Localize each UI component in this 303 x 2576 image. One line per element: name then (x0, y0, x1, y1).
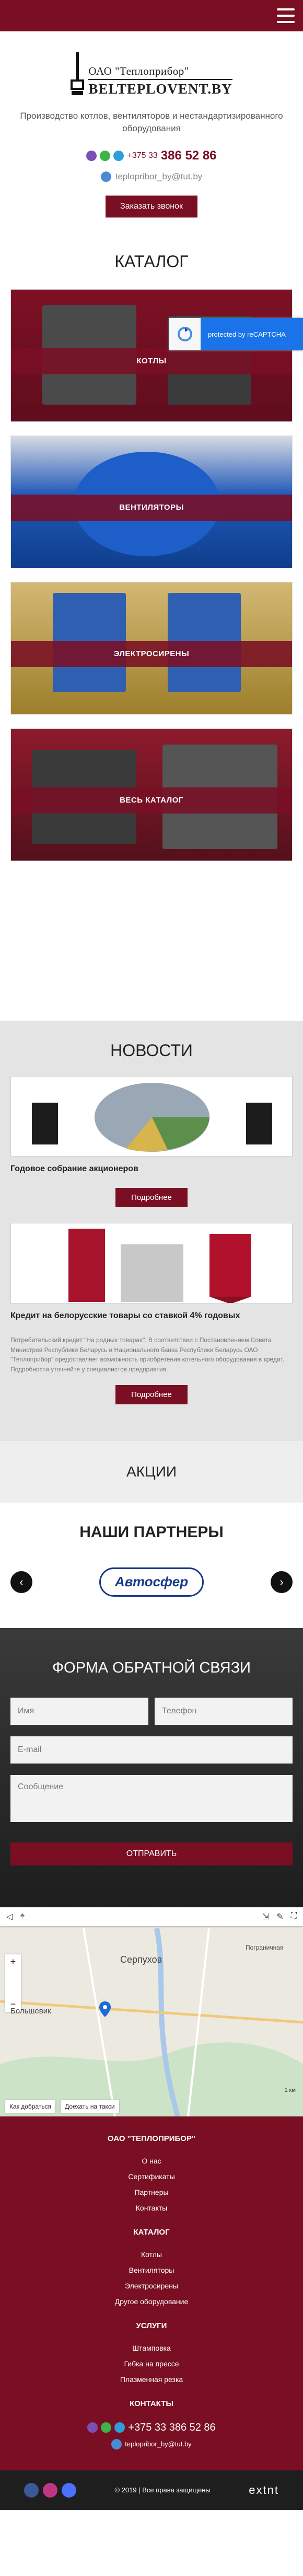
map-place-label: Большевик (10, 2006, 51, 2016)
zoom-in-button[interactable]: + (10, 1956, 16, 1967)
footer-link[interactable]: Электросирены (124, 2281, 178, 2290)
news-image[interactable] (10, 1076, 293, 1157)
menu-icon[interactable] (277, 8, 295, 23)
footer-link[interactable]: Контакты (135, 2203, 168, 2212)
footer-link[interactable]: Вентиляторы (129, 2265, 174, 2274)
catalog-card-fans[interactable] (10, 436, 293, 568)
actions-title: АКЦИИ (126, 1463, 177, 1480)
instagram-icon[interactable] (43, 2483, 57, 2498)
partners-section (0, 1503, 303, 1628)
map-place-label: Пограничная (246, 1943, 284, 1951)
catalog-card-sirens[interactable] (10, 582, 293, 715)
footer-email[interactable]: teplopribor_by@tut.by (125, 2440, 192, 2448)
header (0, 31, 303, 233)
footer-link[interactable]: Партнеры (134, 2188, 169, 2196)
footer-link[interactable]: Гибка на прессе (124, 2359, 179, 2368)
map-city-label: Серпухов (120, 1954, 162, 1965)
news-title: НОВОСТИ (110, 1040, 193, 1060)
map[interactable] (0, 1907, 303, 2116)
partners-title: НАШИ ПАРТНЕРЫ (79, 1523, 224, 1541)
email-row (10, 171, 293, 182)
zoom-out-button[interactable]: − (10, 1998, 16, 2009)
footer-company-title: ОАО "ТЕПЛОПРИБОР" (107, 2134, 196, 2143)
footer-link[interactable]: Котлы (141, 2250, 162, 2259)
partners-prev-button[interactable]: ‹ (10, 1571, 32, 1593)
map-tool-target-icon[interactable]: ⌖ (20, 1911, 25, 1920)
logo[interactable] (71, 52, 232, 96)
feedback-title: ФОРМА ОБРАТНОЙ СВЯЗИ (52, 1659, 251, 1676)
viber-icon[interactable] (86, 151, 97, 161)
bottom-bar (0, 2470, 303, 2510)
whatsapp-icon[interactable] (101, 2422, 111, 2433)
footer (0, 2116, 303, 2470)
catalog-card-label: ЭЛЕКТРОСИРЕНЫ (11, 641, 292, 667)
map-footer (0, 2097, 303, 2116)
feedback-section (0, 1628, 303, 1907)
partners-next-button[interactable]: › (271, 1571, 293, 1593)
footer-phone[interactable]: +375 33 386 52 86 (128, 2421, 216, 2433)
map-tool-fullscreen-icon[interactable]: ⛶ (290, 1911, 297, 1920)
logo-mark-icon (71, 52, 85, 96)
map-tool-layers-icon[interactable]: ⇲ (262, 1912, 270, 1921)
news-more-button[interactable]: Подробнее (115, 1188, 188, 1207)
mail-icon (101, 171, 111, 182)
email-link[interactable]: teplopribor_by@tut.by (115, 171, 203, 181)
email-field[interactable] (10, 1736, 293, 1764)
footer-contacts-title: КОНТАКТЫ (129, 2399, 174, 2408)
whatsapp-icon[interactable] (100, 151, 110, 161)
recaptcha-text: protected by reCAPTCHA (208, 330, 286, 338)
partner-logo[interactable]: Автосфер (99, 1567, 204, 1597)
footer-link[interactable]: Другое оборудование (114, 2297, 189, 2306)
catalog-card-label: ВЕСЬ КАТАЛОГ (11, 787, 292, 814)
footer-link[interactable]: О нас (142, 2156, 161, 2165)
news-item-title[interactable]: Годовое собрание акционеров (10, 1164, 138, 1173)
actions-section (0, 1441, 303, 1503)
map-route-button[interactable]: Как добраться (5, 2100, 55, 2113)
submit-button[interactable]: ОТПРАВИТЬ (10, 1842, 293, 1865)
footer-link[interactable]: Сертификаты (128, 2172, 175, 2181)
facebook-icon[interactable] (24, 2483, 39, 2498)
catalog-card-boilers[interactable] (10, 289, 293, 422)
logo-top-text: ОАО "Теплоприбор" (88, 65, 189, 77)
footer-catalog-title: КАТАЛОГ (133, 2227, 170, 2237)
copyright: © 2019 | Все права защищены (114, 2486, 211, 2494)
news-item-text: Потребительский кредит "На родных товарах". В соответствии с Постановлением Совета Министров Республики Беларусь и Национального банка Республики Беларусь ОАО "Теплоприбор" предоставляет возможность приобретения котельного оборудования в кредит. Подробности уточняйте у специалистов предприятия. (10, 1336, 285, 1373)
news-item-title[interactable]: Кредит на белорусские товары со ставкой 4% годовых (10, 1311, 240, 1321)
map-tool-ruler-icon[interactable]: ✎ (276, 1912, 284, 1921)
map-toolbar (0, 1907, 303, 1926)
social-links (24, 2483, 76, 2498)
message-field[interactable] (10, 1775, 293, 1822)
name-field[interactable] (10, 1698, 148, 1725)
phone-prefix[interactable]: +375 33 (127, 151, 158, 160)
recaptcha-icon (169, 318, 201, 350)
footer-link[interactable]: Плазменная резка (120, 2375, 183, 2384)
logo-bottom-text: BELTEPLOVENT.BY (88, 79, 232, 96)
catalog-card-all[interactable] (10, 728, 293, 861)
telegram-icon[interactable] (114, 2422, 125, 2433)
footer-email-row (10, 2439, 293, 2449)
map-tool-locate-icon[interactable]: ◁ (6, 1912, 13, 1921)
footer-services-title: УСЛУГИ (136, 2321, 167, 2330)
developer-logo[interactable]: extnt (249, 2483, 279, 2497)
footer-link[interactable]: Штамповка (132, 2343, 171, 2352)
phone-row (10, 148, 293, 163)
phone-field[interactable] (155, 1698, 293, 1725)
callback-button[interactable]: Заказать звонок (106, 196, 197, 217)
vk-icon[interactable] (62, 2483, 76, 2498)
catalog-card-label: КОТЛЫ (11, 348, 292, 374)
map-pin-icon[interactable] (99, 2001, 111, 2017)
telegram-icon[interactable] (113, 151, 124, 161)
map-zoom-control (5, 1954, 21, 2012)
news-image[interactable] (10, 1223, 293, 1303)
catalog-card-label: ВЕНТИЛЯТОРЫ (11, 495, 292, 521)
mail-icon (111, 2439, 122, 2449)
catalog-title: КАТАЛОГ (114, 251, 189, 271)
news-section (0, 1021, 303, 1441)
footer-phone-row (10, 2422, 293, 2434)
news-more-button[interactable]: Подробнее (115, 1385, 188, 1404)
news-item (10, 1076, 293, 1208)
phone-number[interactable]: 386 52 86 (160, 148, 217, 163)
map-taxi-button[interactable]: Доехать на такси (61, 2100, 119, 2113)
viber-icon[interactable] (87, 2422, 98, 2433)
map-scale: 1 км (284, 2087, 296, 2093)
top-bar (0, 0, 303, 31)
recaptcha-badge[interactable] (169, 318, 303, 350)
news-item (10, 1223, 293, 1404)
slogan: Производство котлов, вентиляторов и нестандартизированного оборудования (20, 111, 283, 133)
